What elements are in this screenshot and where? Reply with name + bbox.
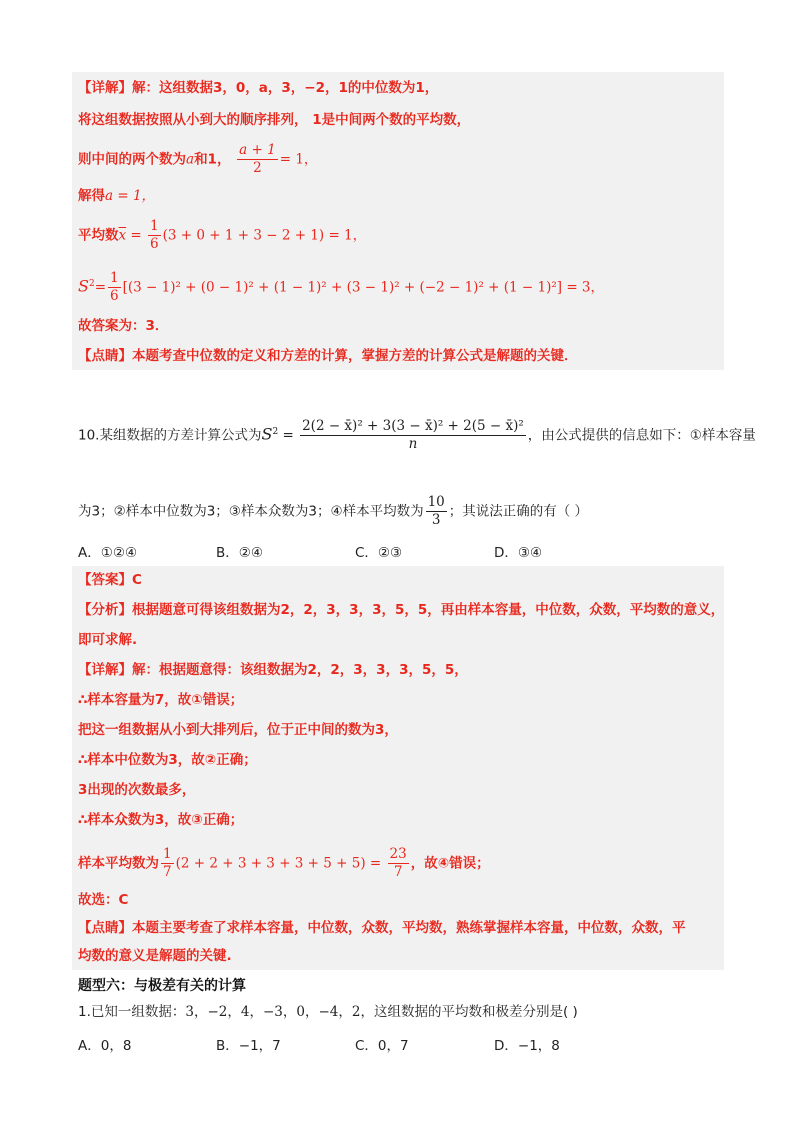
variance-symbol: S <box>78 276 89 296</box>
option-a: A．①②④ <box>78 545 138 561</box>
detail-line-4-math: a = 1， <box>105 188 156 204</box>
detail-line-4-text: 解得 <box>78 188 105 204</box>
detail2-line-6: ∴样本众数为3，故③正确； <box>78 812 244 828</box>
variance-exponent: 2 <box>272 427 279 437</box>
variance-exponent: 2 <box>88 279 95 289</box>
equals-sign: = <box>126 227 147 244</box>
variance-expression: [(3 − 1)² + (0 − 1)² + (1 − 1)² + (3 − 1)² + (−2 − 1)² + (1 − 1)²] = 3， <box>122 279 605 296</box>
option-c: C．②③ <box>355 545 403 561</box>
question-1-line <box>78 1002 578 1022</box>
answer-line: 【答案】C <box>78 572 142 588</box>
analysis-line-2: 即可求解. <box>78 632 138 648</box>
question-10-line-1 <box>78 418 756 453</box>
detail-line-3-mid: 和1， <box>194 151 231 168</box>
fraction-denominator: 3 <box>431 512 441 528</box>
fraction-denominator: n <box>408 436 418 452</box>
fraction-denominator: 7 <box>163 864 172 880</box>
detail-line-3 <box>78 142 317 177</box>
detail-line-3-text: 则中间的两个数为 <box>78 151 186 168</box>
option-b: B．−1，7 <box>216 1038 281 1054</box>
fraction-numerator: 10 <box>427 494 445 510</box>
fraction-numerator: 1 <box>163 846 172 862</box>
detail2-line-7-end: ，故④错误； <box>410 855 490 872</box>
detail2-line-5: 3出现的次数最多， <box>78 782 196 798</box>
variable-a: a <box>186 151 195 168</box>
detail-line-4 <box>78 186 155 206</box>
fraction-numerator: 1 <box>110 270 119 286</box>
fraction-numerator: 23 <box>389 846 407 862</box>
option-d: D．③④ <box>494 545 543 561</box>
fraction-one-sixth <box>108 270 121 305</box>
detail-line-6 <box>78 270 604 305</box>
detail2-line-1: 【详解】解：根据题意得：该组数据为2，2，3，3，3，5，5， <box>78 662 468 678</box>
fraction-denominator: 6 <box>150 236 159 252</box>
question-10-line-2 <box>78 494 588 529</box>
question-10-line-2-text: 为3；②样本中位数为3；③样本众数为3；④样本平均数为 <box>78 503 424 520</box>
section-heading: 题型六：与极差有关的计算 <box>78 978 246 994</box>
choose-line: 故选：C <box>78 892 129 908</box>
detail-line-7: 故答案为：3． <box>78 318 169 334</box>
option-b: B．②④ <box>216 545 263 561</box>
tip2-line-2: 均数的意义是解题的关键. <box>78 948 232 964</box>
question-10-line-2-end: ；其说法正确的有（ ） <box>448 503 589 520</box>
question-10-text: 10.某组数据的方差计算公式为 <box>78 427 262 444</box>
mean-expression: (3 + 0 + 1 + 3 − 2 + 1) = 1， <box>162 227 367 244</box>
fraction-numerator: 1 <box>150 218 159 234</box>
equals-sign: = <box>94 279 107 296</box>
mean-symbol: $\overline{x}$ <box>118 227 127 244</box>
detail-line-5 <box>78 218 366 253</box>
variance-symbol: S <box>261 424 273 444</box>
equals-sign: = <box>278 427 299 444</box>
fraction-denominator: 7 <box>393 864 403 880</box>
question-1-text: 1.已知一组数据： <box>78 1004 186 1020</box>
tip-line-1: 【点睛】本题考查中位数的定义和方差的计算，掌握方差的计算公式是解题的关键． <box>78 348 578 364</box>
fraction-23-sevenths <box>388 846 409 881</box>
fraction-numerator: 2(2 − x̄)² + 3(3 − x̄)² + 2(5 − x̄)² <box>302 418 524 434</box>
sample-mean-label: 样本平均数为 <box>78 855 159 872</box>
fraction-a-plus-1-over-2 <box>237 142 278 177</box>
fraction-denominator: 2 <box>253 160 262 176</box>
fraction-ten-thirds <box>426 494 447 529</box>
tip2-line-1: 【点睛】本题主要考查了求样本容量，中位数，众数，平均数，熟练掌握样本容量，中位数，众数，平 <box>78 920 686 936</box>
question-1-data: 3，−2，4，−3，0，−4，2 <box>185 1004 361 1020</box>
detail2-line-4: ∴样本中位数为3，故②正确； <box>78 752 257 768</box>
question-1-text-end: ，这组数据的平均数和极差分别是( ) <box>360 1004 578 1020</box>
fraction-denominator: 6 <box>110 288 119 304</box>
detail-line-1: 【详解】解：这组数据3，0，a，3，−2，1的中位数为1， <box>78 80 439 96</box>
option-a: A．0，8 <box>78 1038 132 1054</box>
analysis-line-1: 【分析】根据题意可得该组数据为2，2，3，3，3，5，5，再由样本容量，中位数，众数，平均数的意义， <box>78 602 725 618</box>
detail2-line-3: 把这一组数据从小到大排列后，位于正中间的数为3， <box>78 722 398 738</box>
detail-line-2: 将这组数据按照从小到大的顺序排列， 1是中间两个数的平均数， <box>78 112 471 128</box>
mean-label: 平均数 <box>78 227 119 244</box>
sample-mean-expression: (2 + 2 + 3 + 3 + 3 + 5 + 5) = <box>175 855 386 872</box>
detail2-line-7 <box>78 846 490 881</box>
variance-formula-fraction <box>300 418 526 453</box>
detail-line-3-end: = 1， <box>279 151 318 168</box>
option-d: D．−1，8 <box>494 1038 560 1054</box>
fraction-one-sixth <box>148 218 161 253</box>
fraction-one-seventh <box>161 846 174 881</box>
option-c: C．0，7 <box>355 1038 409 1054</box>
detail2-line-2: ∴样本容量为7，故①错误； <box>78 692 244 708</box>
fraction-numerator: a + 1 <box>239 142 276 158</box>
question-10-text-end: ，由公式提供的信息如下：①样本容量 <box>527 427 756 444</box>
